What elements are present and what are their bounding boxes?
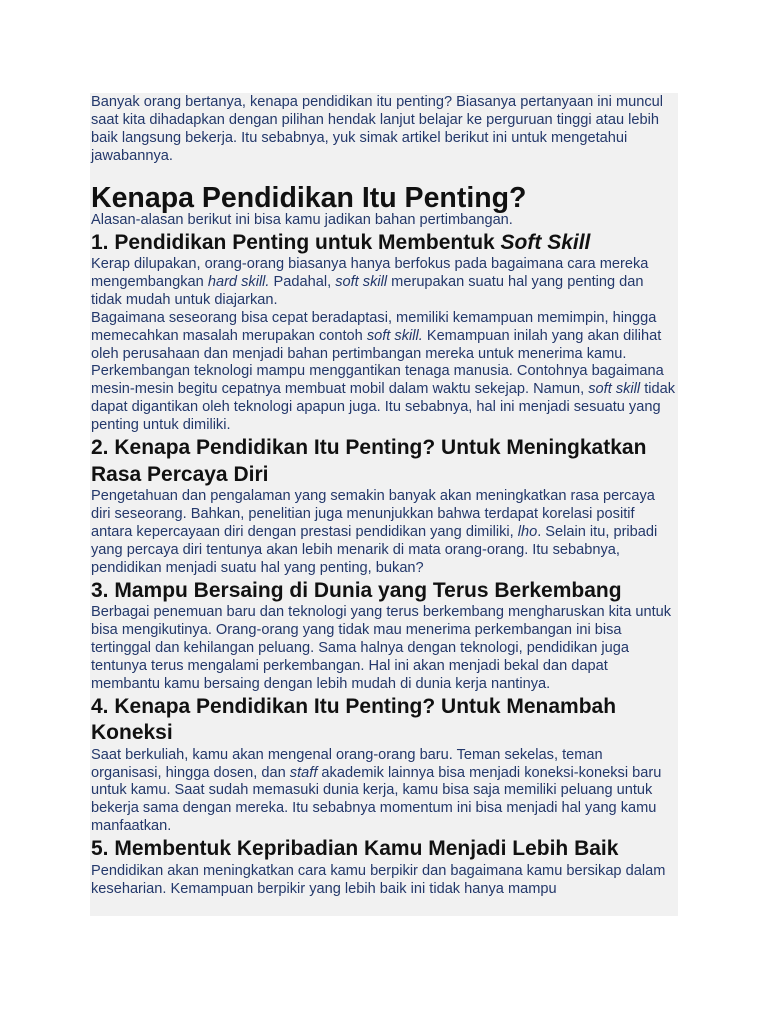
italic-term: soft skill.	[366, 327, 423, 344]
italic-term: soft skill	[335, 273, 388, 290]
section-2-paragraph-1	[91, 488, 677, 578]
article-subtitle: Alasan-alasan berikut ini bisa kamu jadikan bahan pertimbangan.	[91, 211, 513, 228]
section-1-paragraph-2	[91, 310, 677, 364]
text-run: Kemampuan inilah yang akan dilihat oleh perusahaan dan menjadi bahan pertimbangan mereka untuk menerima kamu.	[91, 327, 662, 362]
text-run: Padahal,	[269, 273, 336, 290]
document-page	[90, 93, 678, 916]
section-4-paragraph-1	[91, 747, 677, 837]
section-3-heading: 3. Mampu Bersaing di Dunia yang Terus Berkembang	[91, 578, 622, 602]
text-run: akademik lainnya bisa menjadi koneksi-koneksi baru untuk kamu. Saat sudah memasuki dunia kerja, kamu bisa saja memiliki peluang untuk bekerja sama dengan mereka. Itu sebabnya momentum ini bisa menjadi hal yang kamu manfaatkan.	[91, 764, 662, 835]
text-run: merupakan suatu hal yang penting dan tidak mudah untuk diajarkan.	[91, 273, 644, 308]
text-run: Pengetahuan dan pengalaman yang semakin banyak akan meningkatkan rasa percaya diri seseorang. Bahkan, penelitian juga menunjukkan bahwa terdapat korelasi positif antara kepercayaan diri dengan prestasi pendidikan yang dimiliki,	[91, 488, 655, 540]
section-5-heading: 5. Membentuk Kepribadian Kamu Menjadi Lebih Baik	[91, 837, 619, 861]
section-3-paragraph-1: Berbagai penemuan baru dan teknologi yang terus berkembang mengharuskan kita untuk bisa mengikutinya. Orang-orang yang tidak mau menerima perkembangan ini bisa tertinggal dan kehilangan peluang. Sama halnya dengan teknologi, pendidikan juga tentunya terus mengalami perkembangan. Hal ini akan menjadi bekal dan dapat membantu kamu bersaing dengan lebih mudah di dunia kerja nantinya.	[91, 604, 672, 692]
section-5-paragraph-1: Pendidikan akan meningkatkan cara kamu berpikir dan bagaimana kamu bersikap dalam keseharian. Kemampuan berpikir yang lebih baik ini tidak hanya mampu	[91, 862, 666, 897]
italic-term: lho	[517, 523, 538, 540]
section-1-heading	[91, 230, 677, 257]
italic-term: soft skill	[588, 381, 641, 398]
text-run: Bagaimana seseorang bisa cepat beradaptasi, memiliki kemampuan memimpin, hingga memecahkan masalah merupakan contoh	[91, 309, 657, 344]
intro-paragraph: Banyak orang bertanya, kenapa pendidikan itu penting? Biasanya pertanyaan ini muncul saat kita dihadapkan dengan pilihan hendak lanjut belajar ke perguruan tinggi atau lebih baik langsung bekerja. Itu sebabnya, yuk simak artikel berikut ini untuk mengetahui jawabannya.	[91, 94, 663, 164]
italic-term: staff	[289, 764, 318, 781]
article-title: Kenapa Pendidikan Itu Penting?	[91, 181, 527, 214]
section-2-heading: 2. Kenapa Pendidikan Itu Penting? Untuk Meningkatkan Rasa Percaya Diri	[91, 436, 647, 486]
italic-term: hard skill.	[207, 273, 270, 290]
text-run: . Selain itu, pribadi yang percaya diri tentunya akan lebih menarik di mata orang-orang. Itu sebabnya, pendidikan menjadi suatu hal yang penting, bukan?	[91, 523, 658, 576]
text-run: Saat berkuliah, kamu akan mengenal orang-orang baru. Teman sekelas, teman organisasi, hingga dosen, dan	[91, 746, 603, 781]
section-1-heading-text: 1. Pendidikan Penting untuk Membentuk	[91, 230, 501, 254]
article-body	[90, 94, 677, 899]
section-1-heading-italic: Soft Skill	[500, 230, 591, 254]
text-run: Perkembangan teknologi mampu menggantikan tenaga manusia. Contohnya bagaimana mesin-mesin begitu cepatnya membuat mobil dalam waktu sekejap. Namun,	[91, 363, 664, 398]
text-run: tidak dapat digantikan oleh teknologi apapun juga. Itu sebabnya, hal ini menjadi sesuatu yang penting untuk dimiliki.	[91, 381, 676, 434]
section-4-heading: 4. Kenapa Pendidikan Itu Penting? Untuk Menambah Koneksi	[91, 694, 617, 745]
section-1-paragraph-1	[91, 256, 677, 310]
text-run: Kerap dilupakan, orang-orang biasanya hanya berfokus pada bagaimana cara mereka mengembangkan	[91, 256, 649, 290]
section-1-paragraph-3	[91, 363, 677, 435]
